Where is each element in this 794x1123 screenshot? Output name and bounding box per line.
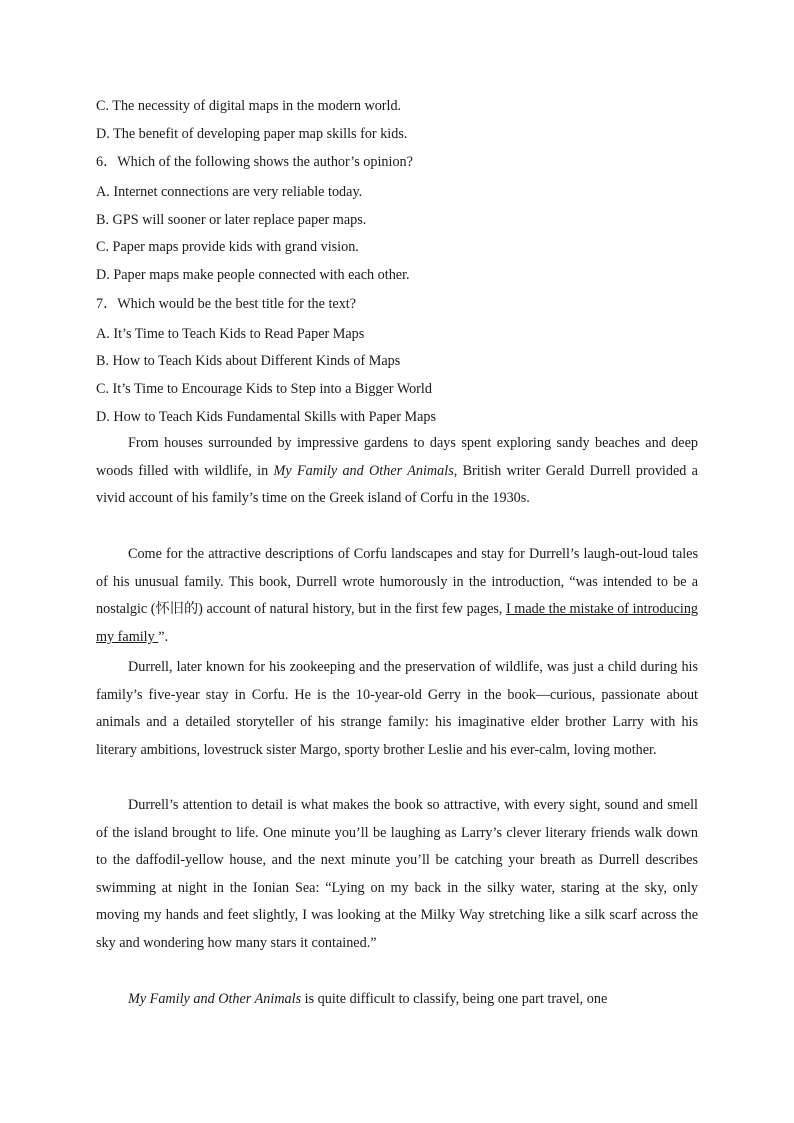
q6-option-d: D. Paper maps make people connected with each other. — [96, 267, 410, 283]
q5-option-d: D. The benefit of developing paper map skills for kids. — [96, 126, 408, 142]
q7-option-d: D. How to Teach Kids Fundamental Skills with Paper Maps — [96, 409, 437, 425]
q7-option-a: A. It’s Time to Teach Kids to Read Paper Maps — [96, 326, 365, 342]
book-title: My Family and Other Animals — [273, 462, 454, 479]
q5-option-c: C. The necessity of digital maps in the modern world. — [96, 98, 402, 114]
p1-text-b: , British writer Gerald Durrell provided a vivid account of his family’s time on the Greek island of Corfu in the 1930s. — [96, 462, 698, 507]
underlined-sentence: I made the mistake of introducing my family — [96, 601, 699, 645]
passage-paragraph-1 — [96, 430, 698, 513]
q7-option-c: C. It’s Time to Encourage Kids to Step into a Bigger World — [96, 381, 432, 397]
book-title: My Family and Other Animals — [128, 991, 302, 1007]
q6-option-a: A. Internet connections are very reliable today. — [96, 184, 363, 200]
q6-option-c: C. Paper maps provide kids with grand vision. — [96, 239, 359, 255]
passage-paragraph-3: Durrell, later known for his zookeeping and the preservation of wildlife, was just a child during his family’s five-year stay in Corfu. He is the 10-year-old Gerry in the book—curious, passionate about animals and a detailed storyteller of his strange family: his imaginative elder brother Larry with his literary ambitions, lovestruck sister Margo, sporty brother Leslie and his ever-calm, loving mother. — [96, 659, 698, 758]
p5-text-b: is quite difficult to classify, being one part travel, one — [301, 991, 608, 1007]
passage-paragraph-4: Durrell’s attention to detail is what makes the book so attractive, with every sight, sound and smell of the island brought to life. One minute you’ll be laughing as Larry’s clever literary friends walk down to the daffodil-yellow house, and the next minute you’ll be catching your breath as Durrell describes swimming at night in the Ionian Sea: “Lying on my back in the silky water, staring at the sky, only moving my hands and feet slightly, I was looking at the Milky Way stretching like a silk scarf across the sky and wondering how many stars it contained.” — [96, 797, 698, 951]
passage-paragraph-5 — [96, 986, 698, 1014]
passage-paragraph-2 — [96, 541, 698, 651]
q7-stem: 7．Which would be the best title for the text? — [96, 296, 357, 312]
q7-option-b: B. How to Teach Kids about Different Kinds of Maps — [96, 353, 401, 369]
q6-stem: 6．Which of the following shows the author’s opinion? — [96, 154, 413, 170]
p1-text-a: From houses surrounded by impressive gardens to days spent exploring sandy beaches and deep woods filled with wildlife, in — [96, 435, 698, 479]
p2-text-a: Come for the attractive descriptions of Corfu landscapes and stay for Durrell’s laugh-out-loud tales of his unusual family. This book, Durrell wrote humorously in the introduction, “was intended to be a nostalgic (怀旧的) account of natural history, but in the first few pages, — [96, 546, 698, 618]
p2-text-b: ”. — [158, 628, 169, 645]
q6-option-b: B. GPS will sooner or later replace paper maps. — [96, 212, 367, 228]
